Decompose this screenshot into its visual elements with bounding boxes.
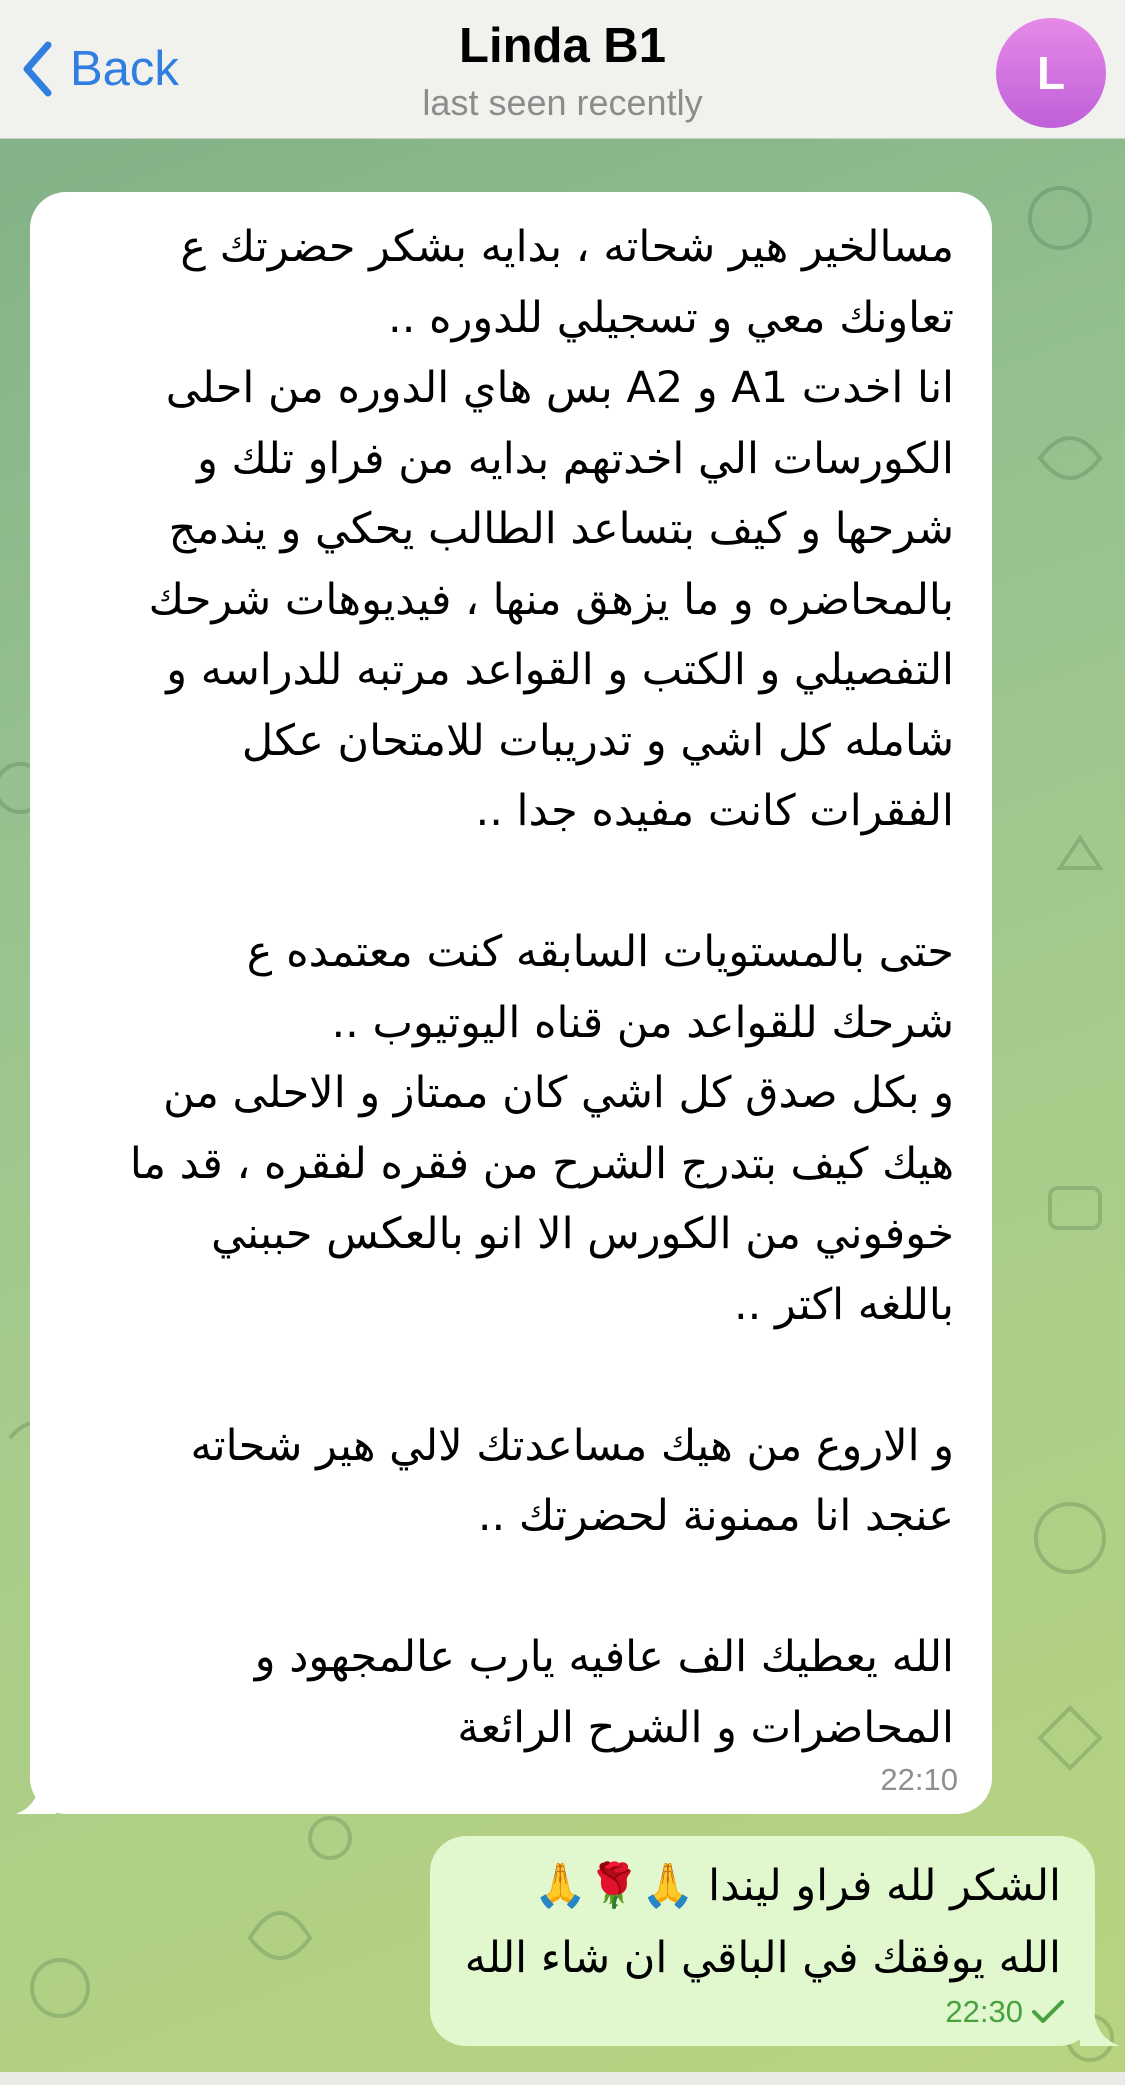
- outgoing-message-bubble[interactable]: [430, 1836, 1095, 2046]
- contact-name[interactable]: Linda B1: [459, 19, 666, 73]
- back-label: Back: [70, 42, 179, 96]
- outgoing-message-text: الشكر لله فراو ليندا 🙏🌹🙏 الله يوفقك في الباقي ان شاء الله: [464, 1861, 1061, 1983]
- chat-header: [0, 0, 1125, 139]
- incoming-message-bubble[interactable]: [30, 192, 992, 1814]
- outgoing-message-time: 22:30: [945, 1994, 1023, 2029]
- incoming-message-text: مسالخير هير شحاته ، بدايه بشكر حضرتك ع تعاونك معي و تسجيلي للدوره .. انا اخدت A1 و A2 بس هاي الدوره من احلى الكورسات الي اخدتهم بدايه من فراو تلك و شرحها و كيف بتساعد الطالب يحكي و يندمج بالمحاضره و ما يزهق منها ، فيديوهات شرحك التفصيلي و الكتب و القواعد مرتبه للدراسه و شامله كل اشي و تدريبات للامتحان عكل الفقرات كانت مفيده جدا .. حتى بالمستويات السابقه كنت معتمده ع شرحك للقواعد من قناه اليوتيوب .. و بكل صدق كل اشي كان ممتاز و الاحلى من هيك كيف بتدرج الشرح من فقره لفقره ، قد ما خوفوني من الكورس الا انو بالعكس حببني باللغه اكتر .. و الاروع من هيك مساعدتك لالي هير شحاته عنجد انا ممنونة لحضرتك .. الله يعطيك الف عافيه يارب عالمجهود و المحاضرات و الشرح الرائعة: [129, 222, 954, 1753]
- bottom-bar: [0, 2072, 1125, 2085]
- checkmark-icon: [1031, 1999, 1065, 2025]
- bubble-tail-incoming: [16, 1780, 56, 1814]
- contact-status: last seen recently: [422, 82, 703, 123]
- incoming-message-time: 22:10: [880, 1762, 958, 1797]
- bubble-tail-outgoing: [1080, 2010, 1120, 2046]
- avatar[interactable]: L: [996, 18, 1106, 128]
- outgoing-message-meta: [945, 1994, 1065, 2030]
